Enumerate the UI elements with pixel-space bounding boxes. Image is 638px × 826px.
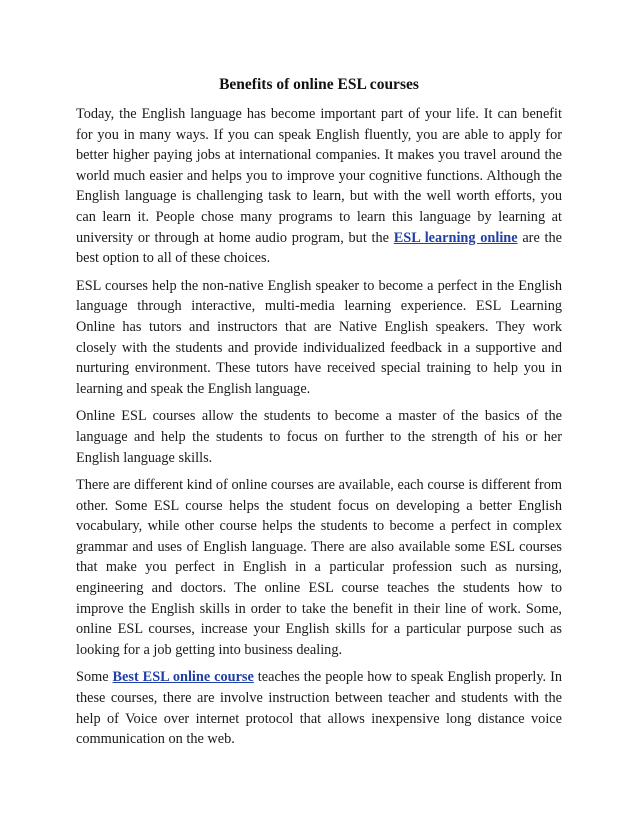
paragraph-5-text-before: Some [76,669,113,686]
paragraph-1-text-before: Today, the English language has become important part of your life. It can benefit for you in many ways. If you can speak English fluently, you are able to apply for better higher paying jobs at international companies. It makes you travel around the world much easier and helps you to improve your cognitive functions. Although the English language is challenging task to learn, but with the well worth efforts, you can learn it. People chose many programs to learn this language by learning at university or through at home audio program, but the [76,106,562,246]
esl-learning-online-link[interactable]: ESL learning online [393,229,518,246]
best-esl-online-course-link[interactable]: Best ESL online course [112,669,254,686]
page-title: Benefits of online ESL courses [219,76,419,93]
paragraph-4: There are different kind of online courses are available, each course is different from other. Some ESL course helps the student focus on developing a better English vocabulary, while other course helps the students to become a perfect in complex grammar and uses of English language. There are also available some ESL courses that make you perfect in English in a particular profession such as nursing, engineering and doctors. The online ESL course teaches the students how to improve the English skills in order to take the benefit in their line of work. Some, online ESL courses, increase your English skills for a particular purpose such as looking for a job getting into business dealing. [76,477,562,658]
paragraph-1-text-after: are the best option to all of these choices. [76,229,562,267]
document-body [76,74,562,757]
paragraph-5 [76,667,562,749]
paragraph-5-text-after: teaches the people how to speak English properly. In these courses, there are involve instruction between teacher and students with the help of Voice over internet protocol that allows inexpensive long distance voice communication on the web. [76,669,562,748]
paragraph-3: Online ESL courses allow the students to become a master of the basics of the language and help the students to focus on further to the strength of his or her English language skills. [76,408,562,466]
paragraph-1 [76,104,562,269]
paragraph-2: ESL courses help the non-native English speaker to become a perfect in the English language through interactive, multi-media learning experience. ESL Learning Online has tutors and instructors that are Native English speakers. They work closely with the students and provide individualized feedback in a supportive and nurturing environment. These tutors have received special training to help you in learning and speak the English language. [76,277,562,397]
